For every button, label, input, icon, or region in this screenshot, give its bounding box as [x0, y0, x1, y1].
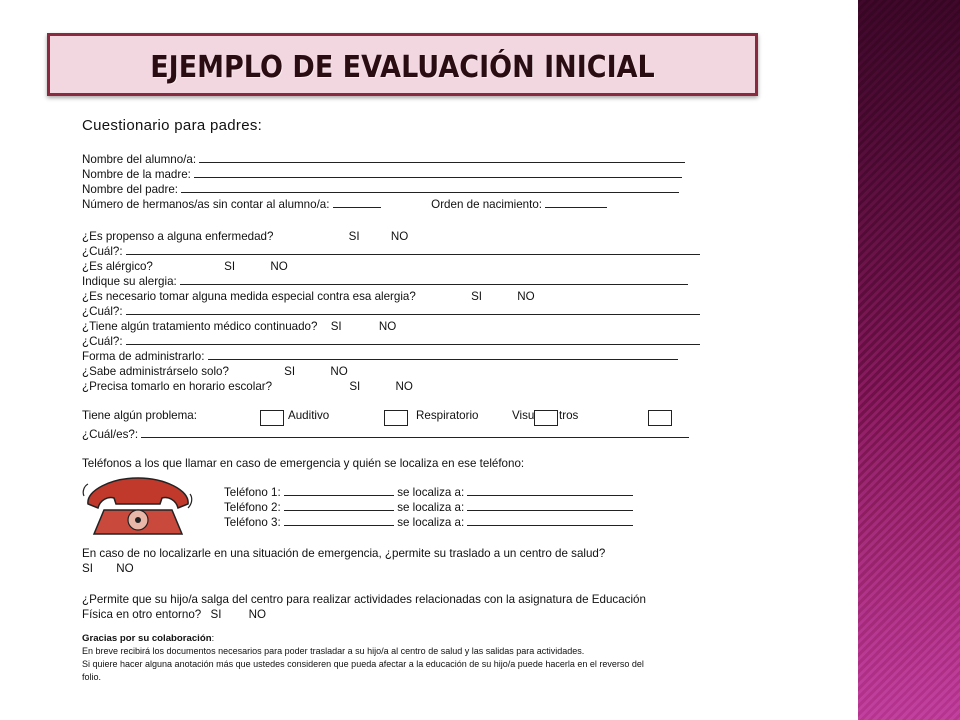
administer-row: Forma de administrarlo: — [82, 349, 678, 364]
allergy-row: Indique su alergia: — [82, 274, 688, 289]
which-es-row: ¿Cuál/es?: — [82, 427, 689, 442]
student-name-row: Nombre del alumno/a: — [82, 152, 685, 167]
which3-row: ¿Cuál?: — [82, 334, 700, 349]
mother-name-row: Nombre de la madre: — [82, 167, 682, 182]
siblings-row: Número de hermanos/as sin contar al alumno/a: Orden de nacimiento: — [82, 197, 607, 212]
emergency-question: En caso de no localizarle en una situación de emergencia, ¿permite su traslado a un centro de salud? — [82, 547, 606, 560]
title-banner — [47, 33, 758, 96]
no-option[interactable]: NO — [116, 562, 134, 575]
otros-checkbox[interactable] — [648, 410, 672, 426]
phone1-field[interactable] — [284, 485, 394, 496]
phone3-row: Teléfono 3: se localiza a: — [224, 515, 633, 530]
phone1-row: Teléfono 1: se localiza a: — [224, 485, 633, 500]
birth-order-field[interactable] — [545, 197, 607, 208]
phone2-field[interactable] — [284, 500, 394, 511]
self-admin-row: ¿Sabe administrárselo solo? SI NO — [82, 365, 348, 378]
slide-title: EJEMPLO DE EVALUACIÓN INICIAL — [150, 50, 655, 85]
no-option[interactable]: NO — [390, 230, 409, 243]
yes-option[interactable]: SI — [348, 230, 360, 243]
phone2-row: Teléfono 2: se localiza a: — [224, 500, 633, 515]
phone3-field[interactable] — [284, 515, 394, 526]
which3-field[interactable] — [126, 334, 700, 345]
auditivo-checkbox[interactable] — [260, 410, 284, 426]
note-line-2: Si quiere hacer alguna anotación más que ustedes consideren que pueda afectar a la educación de su hijo/a puede hacerla en el reverso del — [82, 659, 644, 669]
no-option[interactable]: NO — [517, 290, 535, 303]
auditivo-label: Auditivo — [288, 409, 330, 422]
yes-option[interactable]: SI — [82, 562, 93, 575]
phone3-person-field[interactable] — [467, 515, 633, 526]
no-option[interactable]: NO — [248, 608, 267, 621]
yes-option[interactable]: SI — [471, 290, 483, 303]
which2-field[interactable] — [126, 304, 700, 315]
yes-option[interactable]: SI — [224, 260, 236, 273]
phones-intro: Teléfonos a los que llamar en caso de emergencia y quién se localiza en ese teléfono: — [82, 457, 525, 470]
yes-option[interactable]: SI — [330, 320, 342, 333]
note-line-1: En breve recibirá los documentos necesarios para poder trasladar a su hijo/a al centro de salud y las salidas para actividades. — [82, 646, 585, 656]
thanks-line: Gracias por su colaboración: — [82, 633, 215, 644]
illness-row: ¿Es propenso a alguna enfermedad? SI NO — [82, 230, 409, 243]
measure-row: ¿Es necesario tomar alguna medida especial contra esa alergia? SI NO — [82, 290, 535, 303]
emergency-options — [82, 561, 134, 576]
visual-checkbox[interactable] — [534, 410, 558, 426]
problem-row: Tiene algún problema: — [82, 409, 197, 422]
which2-row: ¿Cuál?: — [82, 304, 700, 319]
activities-question-line2: Física en otro entorno? SI NO — [82, 608, 267, 621]
otros-label: tros — [559, 409, 579, 422]
father-name-field[interactable] — [181, 182, 679, 193]
activities-question: ¿Permite que su hijo/a salga del centro para realizar actividades relacionadas con la asignatura de Educación — [82, 593, 646, 606]
which1-field[interactable] — [126, 244, 700, 255]
school-hours-row: ¿Precisa tomarlo en horario escolar? SI NO — [82, 380, 413, 393]
siblings-field[interactable] — [333, 197, 381, 208]
telephone-icon — [82, 474, 194, 538]
mother-name-field[interactable] — [194, 167, 682, 178]
yes-option[interactable]: SI — [284, 365, 296, 378]
visual-label: Visu — [512, 409, 535, 422]
note-line-3: folio. — [82, 672, 102, 682]
student-name-field[interactable] — [199, 152, 685, 163]
no-option[interactable]: NO — [395, 380, 413, 393]
questionnaire-heading: Cuestionario para padres: — [82, 117, 263, 134]
father-name-row: Nombre del padre: — [82, 182, 679, 197]
allergic-row: ¿Es alérgico? SI NO — [82, 260, 288, 273]
decorative-side-band — [858, 0, 960, 720]
respiratorio-label: Respiratorio — [416, 409, 479, 422]
administer-field[interactable] — [208, 349, 678, 360]
phone1-person-field[interactable] — [467, 485, 633, 496]
no-option[interactable]: NO — [378, 320, 397, 333]
no-option[interactable]: NO — [270, 260, 288, 273]
phone2-person-field[interactable] — [467, 500, 633, 511]
no-option[interactable]: NO — [330, 365, 348, 378]
yes-option[interactable]: SI — [349, 380, 361, 393]
respiratorio-checkbox[interactable] — [384, 410, 408, 426]
treatment-row: ¿Tiene algún tratamiento médico continuado? SI NO — [82, 320, 397, 333]
allergy-field[interactable] — [180, 274, 688, 285]
yes-option[interactable]: SI — [210, 608, 222, 621]
which-es-field[interactable] — [141, 427, 689, 438]
which1-row: ¿Cuál?: — [82, 244, 700, 259]
